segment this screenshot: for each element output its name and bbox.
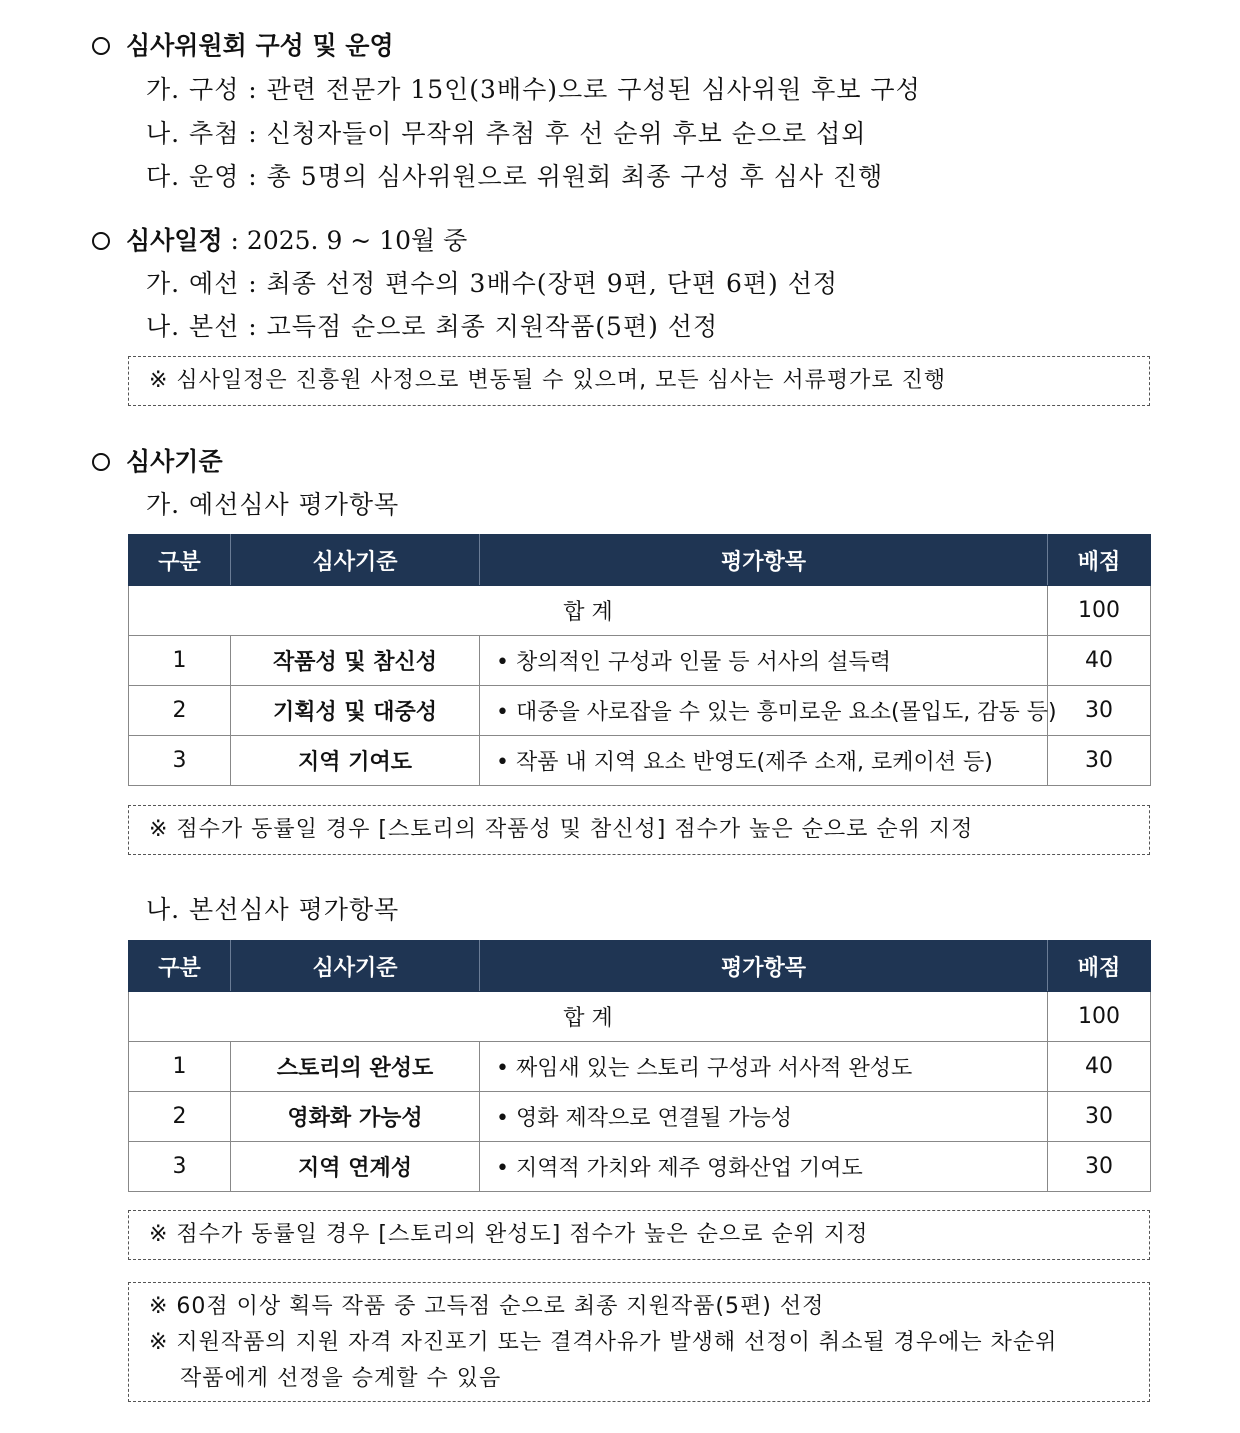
header-evaluation-item: 평가항목 [480,941,1048,992]
row-score: 40 [1048,1042,1151,1092]
prelim-note: ※ 점수가 동률일 경우 [스토리의 작품성 및 참신성] 점수가 높은 순으로 순위 지정 [128,805,1150,855]
table-total-row [129,992,1151,1042]
row-number: 2 [129,686,231,736]
table-total-row [129,586,1151,636]
committee-item-2: 나. 추첨 : 신청자들이 무작위 추첨 후 선 순위 후보 순으로 섭외 [146,119,867,148]
header-category: 구분 [129,535,231,586]
row-score: 30 [1048,686,1151,736]
final-note-line-2: ※ 지원작품의 지원 자격 자진포기 또는 결격사유가 발생해 선정이 취소될 경우에는 차순위 [149,1330,1058,1355]
final-heading: 나. 본선심사 평가항목 [146,895,400,924]
prelim-heading: 가. 예선심사 평가항목 [146,490,400,519]
table-row [129,686,1151,736]
schedule-note: ※ 심사일정은 진흥원 사정으로 변동될 수 있으며, 모든 심사는 서류평가로 진행 [128,356,1150,406]
table-row [129,1092,1151,1142]
table-row [129,1042,1151,1092]
row-criterion: 작품성 및 참신성 [231,636,480,686]
total-label: 합 계 [129,992,1048,1042]
schedule-item-1: 가. 예선 : 최종 선정 편수의 3배수(장편 9편, 단편 6편) 선정 [146,269,839,298]
final-note: ※ 점수가 동률일 경우 [스토리의 완성도] 점수가 높은 순으로 순위 지정 [128,1210,1150,1260]
committee-item-3: 다. 운영 : 총 5명의 심사위원으로 위원회 최종 구성 후 심사 진행 [146,162,884,191]
row-criterion: 기획성 및 대중성 [231,686,480,736]
header-score: 배점 [1048,941,1151,992]
row-criterion: 지역 연계성 [231,1142,480,1192]
section-committee-title: 심사위원회 구성 및 운영 [92,26,394,62]
row-item: • 지역적 가치와 제주 영화산업 기여도 [480,1142,1048,1192]
row-item: • 대중을 사로잡을 수 있는 흥미로운 요소(몰입도, 감동 등) [480,686,1048,736]
row-number: 1 [129,636,231,686]
circle-bullet-icon [92,232,110,250]
row-number: 3 [129,1142,231,1192]
row-score: 30 [1048,736,1151,786]
row-score: 40 [1048,636,1151,686]
row-item: • 창의적인 구성과 인물 등 서사의 설득력 [480,636,1048,686]
final-criteria-table [128,940,1151,1192]
table-row [129,636,1151,686]
schedule-period: : 2025. 9 ~ 10월 중 [222,226,468,255]
row-item: • 영화 제작으로 연결될 가능성 [480,1092,1048,1142]
row-score: 30 [1048,1142,1151,1192]
row-criterion: 지역 기여도 [231,736,480,786]
header-category: 구분 [129,941,231,992]
table-row [129,1142,1151,1192]
header-evaluation-item: 평가항목 [480,535,1048,586]
total-score: 100 [1048,586,1151,636]
committee-item-1: 가. 구성 : 관련 전문가 15인(3배수)으로 구성된 심사위원 후보 구성 [146,75,921,104]
row-criterion: 스토리의 완성도 [231,1042,480,1092]
header-score: 배점 [1048,535,1151,586]
header-criterion: 심사기준 [231,941,480,992]
row-item: • 작품 내 지역 요소 반영도(제주 소재, 로케이션 등) [480,736,1048,786]
final-note-line-3: 작품에게 선정을 승계할 수 있음 [180,1366,502,1391]
final-note-line-1: ※ 60점 이상 획득 작품 중 고득점 순으로 최종 지원작품(5편) 선정 [149,1294,825,1319]
section-schedule-title: 심사일정 : 2025. 9 ~ 10월 중 [92,221,467,257]
circle-bullet-icon [92,453,110,471]
row-number: 2 [129,1092,231,1142]
row-criterion: 영화화 가능성 [231,1092,480,1142]
table-row [129,736,1151,786]
schedule-item-2: 나. 본선 : 고득점 순으로 최종 지원작품(5편) 선정 [146,312,719,341]
row-number: 1 [129,1042,231,1092]
table-header-row [129,535,1151,586]
prelim-criteria-table [128,534,1151,786]
circle-bullet-icon [92,37,110,55]
final-notes-box [128,1282,1150,1402]
section-criteria-title: 심사기준 [92,442,223,478]
table-header-row [129,941,1151,992]
header-criterion: 심사기준 [231,535,480,586]
row-item: • 짜임새 있는 스토리 구성과 서사적 완성도 [480,1042,1048,1092]
total-label: 합 계 [129,586,1048,636]
row-number: 3 [129,736,231,786]
total-score: 100 [1048,992,1151,1042]
row-score: 30 [1048,1092,1151,1142]
